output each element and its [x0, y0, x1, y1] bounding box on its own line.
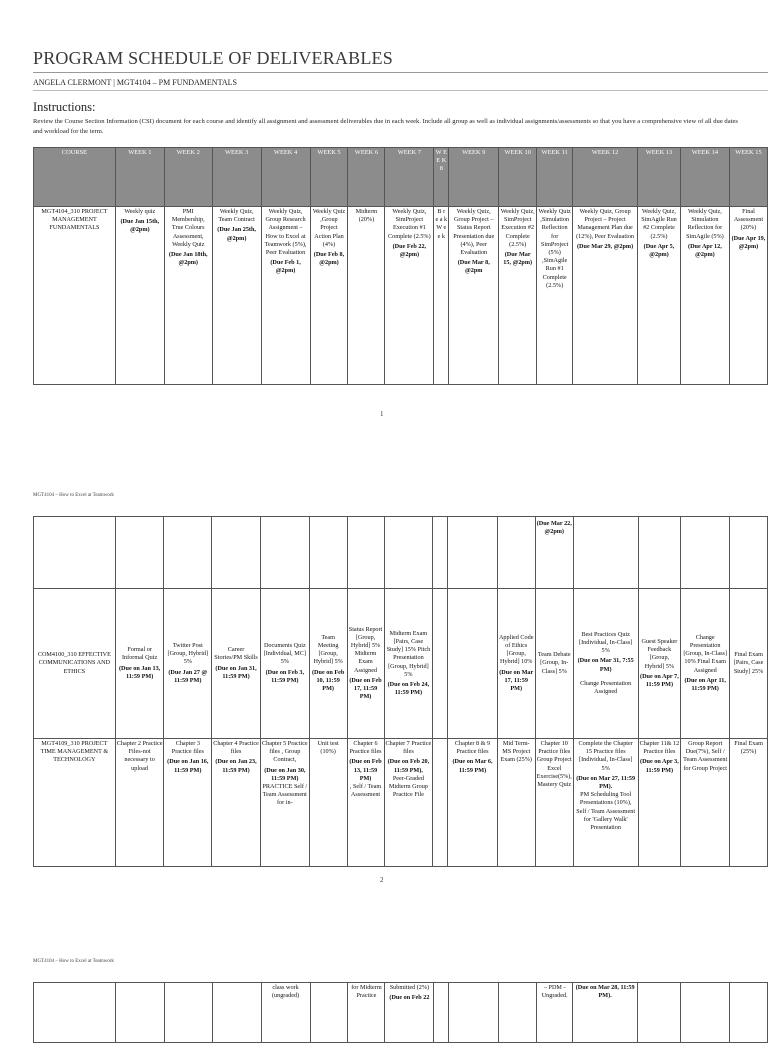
schedule-cell: Chapter 11& 12 Practice files (Due on Apr 3, 11:59 PM)	[638, 739, 681, 867]
schedule-cell: Weekly Quiz, SimProject Execution #1 Complete (2.5%) (Due Feb 22, @2pm)	[385, 207, 434, 385]
schedule-cell: Midterm Exam [Pairs, Case Study] 15% Pitch Presentation [Group, Hybrid] 5% (Due on Feb 24, 11:59 PM)	[384, 589, 433, 739]
header-week-7: WEEK 7	[385, 148, 434, 207]
document-subtitle: ANGELA CLERMONT | MGT4104 – PM FUNDAMENTALS	[33, 78, 237, 87]
schedule-cell: Status Report [Group, Hybrid] 5% Midterm Exam Assigned (Due on Feb 17, 11:59 PM)	[347, 589, 384, 739]
header-week-10: WEEK 10	[499, 148, 537, 207]
header-week-3: WEEK 3	[212, 148, 261, 207]
schedule-cell: Best Practices Quiz [Individual, In-Class] 5% (Due on Mar 31, 7:55 PM) Change Presentation Assigned	[573, 589, 638, 739]
schedule-cell: (Due Mar 22, @2pm)	[535, 517, 573, 589]
table-row	[34, 983, 768, 1043]
course-cell: COM4100_310 EFFECTIVE COMMUNICATIONS AND ETHICS	[34, 589, 116, 739]
schedule-cell: Weekly Quiz, Group Research Assignment – How to Excel at Teamwork (5%), Peer Evaluation (Due Feb 1, @2pm)	[261, 207, 310, 385]
page-number: 2	[380, 876, 384, 884]
schedule-cell: Career Stories/PM Skills (Due on Jan 31, 11:59 PM)	[212, 589, 261, 739]
header-week-6: WEEK 6	[348, 148, 385, 207]
schedule-cell: Group Report Due(7%), Self / Team Assessment for Group Project	[681, 739, 730, 867]
header-week-11: WEEK 11	[537, 148, 573, 207]
schedule-cell: Weekly quiz (Due Jan 15th, @2pm)	[115, 207, 164, 385]
schedule-cell: Chapter 6 Practice files (Due on Feb 13, 11:59 PM) , Self / Team Assessment	[347, 739, 384, 867]
table-row	[34, 589, 768, 739]
header-week-1: WEEK 1	[115, 148, 164, 207]
schedule-cell: for Midterm Practice	[348, 983, 385, 1043]
schedule-cell: Weekly Quiz, SimAgile Run #2 Complete (2.5%) (Due Apr 5, @2pm)	[638, 207, 681, 385]
header-week-14: WEEK 14	[680, 148, 729, 207]
schedule-cell: Guest Speaker Feedback [Group, Hybrid] 5% (Due on Apr 7, 11:59 PM)	[638, 589, 681, 739]
schedule-cell: (Due on Mar 28, 11:59 PM).	[573, 983, 638, 1043]
header-week-15: WEEK 15	[729, 148, 767, 207]
schedule-table-page2	[33, 516, 768, 867]
instructions-text: Review the Course Section Information (CSI) document for each course and identify all assignment and assessment deliverables due in each week. Include all group as well as individual assignments/assessments so that you have a comprehensive view of all due dates and workload for the term.	[33, 118, 738, 135]
schedule-cell: Final Exam [Pairs, Case Study] 25%	[730, 589, 768, 739]
schedule-cell: Complete the Chapter 15 Practice files [Individual, In-Class] 5% (Due on Mar 27, 11:59 PM). PM Scheduling Tool Presentations (10%), Self / Team Assessment for 'Gallery Walk' Presentation	[573, 739, 638, 867]
schedule-table-page1	[33, 147, 768, 385]
schedule-cell: Chapter 3 Practice files (Due on Jan 16, 11:59 PM)	[164, 739, 212, 867]
schedule-cell: – PDM - Ungraded.	[537, 983, 573, 1043]
instructions-heading: Instructions:	[33, 100, 96, 114]
header-week-9: WEEK 9	[449, 148, 499, 207]
schedule-cell: Team Meeting [Group, Hybrid] 5% (Due on Feb 10, 11:59 PM)	[309, 589, 347, 739]
header-week-5: WEEK 5	[310, 148, 348, 207]
running-header: MGT4104 – How to Excel at Teamwork	[33, 959, 114, 964]
schedule-cell: Documents Quiz [Individual, MC] 5% (Due on Feb 3, 11:59 PM)	[260, 589, 309, 739]
schedule-cell: Final Exam (25%)	[730, 739, 768, 867]
schedule-table-page3	[33, 982, 768, 1043]
schedule-cell: Final Assessment (20%) (Due Apr 19, @2pm)	[729, 207, 767, 385]
schedule-cell: Chapter 4 Practice files (Due on Jan 23, 11:59 PM)	[212, 739, 261, 867]
header-week-8: W E E K 8	[434, 148, 449, 207]
page-number: 1	[380, 410, 384, 418]
header-week-12: WEEK 12	[573, 148, 638, 207]
subtitle-rule	[33, 90, 768, 91]
schedule-cell: Weekly Quiz ,Simulation Reflection for SimProject (5%) ,SimAgile Run #1 Complete (2.5%)	[537, 207, 573, 385]
schedule-cell: Chapter 5 Practice files , Group Contract, (Due on Jan 30, 11:59 PM) PRACTICE Self / Team Assessment for in-	[260, 739, 309, 867]
schedule-cell: Weekly Quiz, Simulation Reflection for SimAgile (5%) (Due Apr 12, @2pm)	[680, 207, 729, 385]
schedule-cell: Change Presentation [Group, In-Class] 10% Final Exam Assigned (Due on Apr 11, 11:59 PM)	[681, 589, 730, 739]
schedule-cell: Team Debate [Group, In-Class] 5%	[535, 589, 573, 739]
schedule-cell: Weekly Quiz, Team Contract (Due Jan 25th, @2pm)	[212, 207, 261, 385]
table-row	[34, 739, 768, 867]
header-week-2: WEEK 2	[164, 148, 212, 207]
schedule-cell: Weekly Quiz ,Group Project Action Plan (4%) (Due Feb 8, @2pm)	[310, 207, 348, 385]
schedule-cell: class work (ungraded)	[261, 983, 310, 1043]
schedule-cell: Weekly Quiz, SimProject Execution #2 Complete (2.5%) (Due Mar 15, @2pm)	[499, 207, 537, 385]
schedule-cell: Unit test (10%)	[309, 739, 347, 867]
course-cell: MGT4104_310 PROJECT MANAGEMENT FUNDAMENTALS	[34, 207, 116, 385]
header-week-4: WEEK 4	[261, 148, 310, 207]
title-rule	[33, 72, 768, 73]
schedule-cell: Submitted (2%) (Due on Feb 22	[385, 983, 434, 1043]
schedule-cell: Mid Term-MS Project Exam (25%)	[497, 739, 535, 867]
schedule-cell: Formal or Informal Quiz (Due on Jan 13, 11:59 PM)	[115, 589, 164, 739]
break-week-cell: B r e a k W e e k	[434, 207, 449, 385]
schedule-cell: Chapter 10 Practice files Group Project Excel Exercise(5%), Mastery Quiz	[535, 739, 573, 867]
schedule-cell: Weekly Quiz, Group Project – Status Report Presentation due (4%), Peer Evaluation (Due Mar 8, @2pm	[449, 207, 499, 385]
schedule-cell: Chapter 7 Practice files (Due on Feb 20, 11:59 PM), Peer-Graded Midterm Group Practice File	[384, 739, 433, 867]
schedule-cell: Midterm (20%)	[348, 207, 385, 385]
table-row	[34, 207, 768, 385]
document-title: PROGRAM SCHEDULE OF DELIVERABLES	[33, 48, 393, 68]
schedule-cell: Twitter Post [Group, Hybrid] 5% (Due Jan 27 @ 11:59 PM)	[164, 589, 212, 739]
running-header: MGT4104 – How to Excel at Teamwork	[33, 493, 114, 498]
schedule-cell: Weekly Quiz, Group Project – Project Management Plan due (12%), Peer Evaluation (Due Mar 29, @2pm)	[573, 207, 638, 385]
schedule-cell: Applied Code of Ethics [Group, Hybrid] 10% (Due on Mar 17, 11:59 PM)	[497, 589, 535, 739]
schedule-cell: Chapter 8 & 9 Practice files (Due on Mar 6, 11:59 PM)	[448, 739, 498, 867]
schedule-cell: Chapter 2 Practice Files-not necessary to upload	[115, 739, 164, 867]
schedule-cell: PMI Membership, True Colours Assessment, Weekly Quiz (Due Jan 18th, @2pm)	[164, 207, 212, 385]
course-cell: MGT4109_310 PROJECT TIME MANAGEMENT & TECHNOLOGY	[34, 739, 116, 867]
header-course: COURSE	[34, 148, 116, 207]
table-row	[34, 517, 768, 589]
header-week-13: WEEK 13	[638, 148, 681, 207]
